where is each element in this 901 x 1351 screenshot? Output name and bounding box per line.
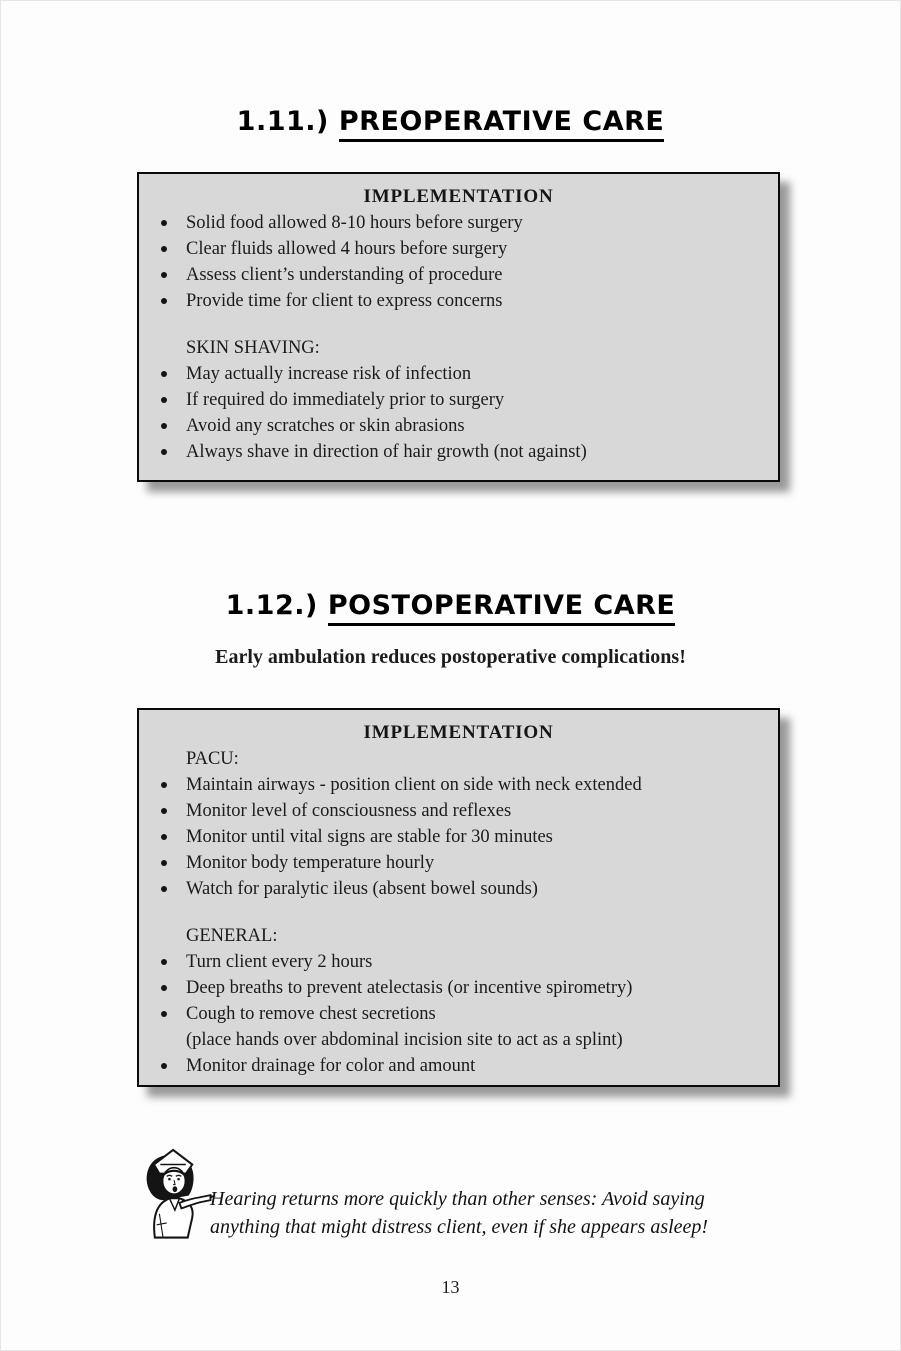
bullet-icon <box>161 782 167 788</box>
bullet-group <box>139 923 778 1079</box>
list-item <box>139 262 778 288</box>
bullet-group <box>139 210 778 314</box>
bullet-icon <box>161 220 167 226</box>
list-item <box>139 975 778 1001</box>
bullet-list-postoperative <box>139 746 778 1079</box>
section-subtitle: Early ambulation reduces postoperative complications! <box>215 646 686 668</box>
bullet-icon <box>161 1011 167 1017</box>
bullet-icon <box>161 834 167 840</box>
section-heading-postoperative <box>0 590 901 621</box>
list-item-text: Provide time for client to express concerns <box>186 291 503 311</box>
list-item <box>139 824 778 850</box>
group-label: SKIN SHAVING: <box>186 338 320 358</box>
list-item-continuation: (place hands over abdominal incision site to act as a splint) <box>186 1030 623 1050</box>
section-number: 1.12.) <box>225 590 318 621</box>
list-item-text: Always shave in direction of hair growth (not against) <box>186 442 587 462</box>
list-item-text: Deep breaths to prevent atelectasis (or incentive spirometry) <box>186 978 633 998</box>
list-item <box>139 798 778 824</box>
group-label: GENERAL: <box>186 926 278 946</box>
list-item-text: Cough to remove chest secretions <box>186 1004 436 1024</box>
implementation-box-postoperative <box>137 708 780 1087</box>
list-item <box>139 361 778 387</box>
list-item <box>139 387 778 413</box>
bullet-icon <box>161 886 167 892</box>
margin-note-line: anything that might distress client, even if she appears asleep! <box>210 1215 709 1238</box>
section-number: 1.11.) <box>236 106 329 137</box>
section-heading-preoperative <box>0 106 901 137</box>
bullet-icon <box>161 808 167 814</box>
bullet-icon <box>161 959 167 965</box>
list-item <box>139 236 778 262</box>
nurse-pointing-icon <box>132 1141 216 1241</box>
list-item-text: Monitor until vital signs are stable for 30 minutes <box>186 827 553 847</box>
bullet-icon <box>161 449 167 455</box>
box-header: IMPLEMENTATION <box>363 186 554 207</box>
bullet-icon <box>161 298 167 304</box>
list-item <box>139 1001 778 1027</box>
list-item-text: Solid food allowed 8-10 hours before surgery <box>186 213 523 233</box>
list-item-text: Turn client every 2 hours <box>186 952 373 972</box>
list-item <box>139 439 778 465</box>
box-header: IMPLEMENTATION <box>363 722 554 743</box>
list-item <box>139 1053 778 1079</box>
list-item-text: Avoid any scratches or skin abrasions <box>186 416 465 436</box>
list-item-text: Maintain airways - position client on side with neck extended <box>186 775 642 795</box>
list-item-text: If required do immediately prior to surgery <box>186 390 505 410</box>
bullet-icon <box>161 246 167 252</box>
bullet-list-preoperative <box>139 210 778 465</box>
list-item-text: Assess client’s understanding of procedure <box>186 265 503 285</box>
list-item <box>139 949 778 975</box>
list-item <box>139 850 778 876</box>
list-item-text: May actually increase risk of infection <box>186 364 472 384</box>
list-item-text: Clear fluids allowed 4 hours before surgery <box>186 239 508 259</box>
bullet-icon <box>161 397 167 403</box>
bullet-icon <box>161 371 167 377</box>
implementation-box-preoperative <box>137 172 780 482</box>
bullet-icon <box>161 423 167 429</box>
list-item <box>139 772 778 798</box>
section-title-text: PREOPERATIVE CARE <box>339 106 664 142</box>
bullet-icon <box>161 985 167 991</box>
list-item-text: Watch for paralytic ileus (absent bowel sounds) <box>186 879 538 899</box>
bullet-group <box>139 746 778 902</box>
list-item <box>139 413 778 439</box>
bullet-icon <box>161 272 167 278</box>
list-item-text: Monitor drainage for color and amount <box>186 1056 476 1076</box>
list-item <box>139 876 778 902</box>
list-item-text: Monitor body temperature hourly <box>186 853 435 873</box>
list-item <box>139 210 778 236</box>
margin-note <box>210 1186 750 1241</box>
section-title-text: POSTOPERATIVE CARE <box>328 590 676 626</box>
list-item <box>139 288 778 314</box>
margin-note-line: Hearing returns more quickly than other senses: Avoid saying <box>210 1188 705 1210</box>
group-label: PACU: <box>186 749 239 769</box>
bullet-icon <box>161 860 167 866</box>
bullet-group <box>139 335 778 465</box>
bullet-icon <box>161 1063 167 1069</box>
page-number: 13 <box>441 1277 460 1297</box>
list-item-text: Monitor level of consciousness and reflexes <box>186 801 512 821</box>
